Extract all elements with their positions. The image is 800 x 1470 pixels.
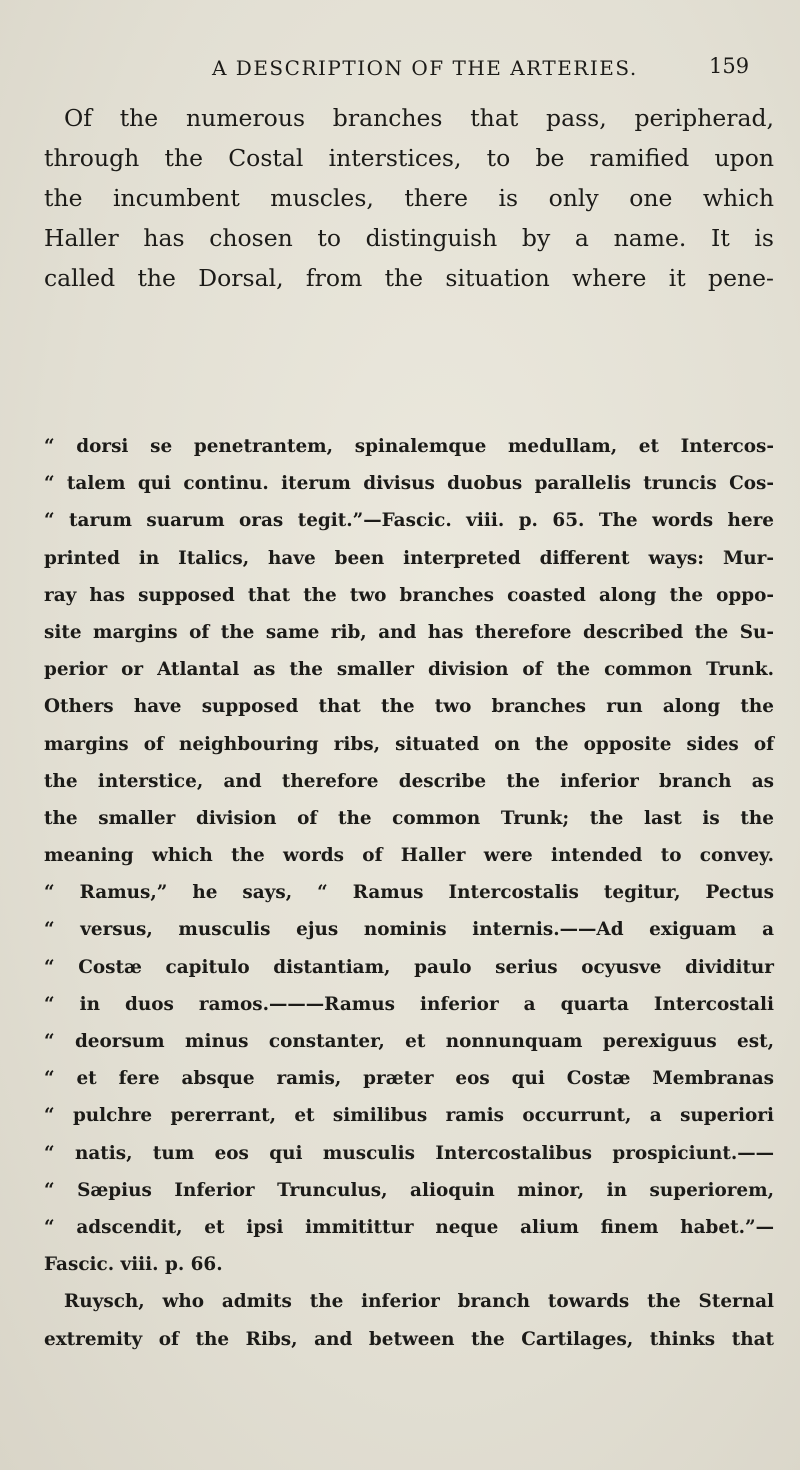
text-line: printed in Italics, have been interpreted different ways: Mur- — [44, 547, 774, 569]
text-line: “ in duos ramos.———Ramus inferior a quarta Intercostali — [44, 993, 774, 1015]
text-line: “ Ramus,” he says, “ Ramus Intercostalis tegitur, Pectus — [44, 882, 774, 904]
text-line: through the Costal interstices, to be ramified upon — [44, 144, 774, 172]
page-number: 159 — [709, 54, 750, 78]
text-line: “ natis, tum eos qui musculis Intercostalibus prospiciunt.—— — [44, 1142, 774, 1164]
text-line: the incumbent muscles, there is only one which — [44, 184, 774, 212]
text-line: called the Dorsal, from the situation where it pene- — [44, 264, 774, 292]
text-line: “ talem qui continu. iterum divisus duobus parallelis truncis Cos- — [44, 473, 774, 495]
text-line: margins of neighbouring ribs, situated on the opposite sides of — [44, 733, 774, 755]
text-line: “ et fere absque ramis, præter eos qui Costæ Membranas — [44, 1068, 774, 1090]
text-line: meaning which the words of Haller were intended to convey. — [44, 845, 774, 867]
text-line: “ tarum suarum oras tegit.”—Fascic. viii. p. 65. The words here — [44, 510, 774, 532]
text-line: “ pulchre pererrant, et similibus ramis occurrunt, a superiori — [44, 1105, 774, 1127]
footnote-block — [44, 428, 774, 1358]
text-line: Others have supposed that the two branches run along the — [44, 696, 774, 718]
page-header — [0, 56, 800, 86]
paragraph-main — [44, 98, 774, 298]
text-line: “ dorsi se penetrantem, spinalemque medullam, et Intercos- — [44, 436, 774, 457]
text-line: the interstice, and therefore describe the inferior branch as — [44, 770, 774, 792]
text-line: Of the numerous branches that pass, peripherad, — [64, 104, 774, 132]
text-line: Ruysch, who admits the inferior branch towards the Sternal — [64, 1291, 774, 1313]
text-line: extremity of the Ribs, and between the Cartilages, thinks that — [44, 1328, 774, 1350]
text-line: “ Sæpius Inferior Trunculus, alioquin minor, in superiorem, — [44, 1179, 774, 1201]
text-line: ray has supposed that the two branches coasted along the oppo- — [44, 584, 774, 606]
text-line: “ deorsum minus constanter, et nonnunquam perexiguus est, — [44, 1031, 774, 1052]
text-line: site margins of the same rib, and has therefore described the Su- — [44, 621, 774, 643]
text-line: Fascic. viii. p. 66. — [44, 1254, 223, 1276]
text-line: the smaller division of the common Trunk; the last is the — [44, 807, 774, 829]
running-title: A DESCRIPTION OF THE ARTERIES. — [212, 56, 638, 80]
text-line: “ versus, musculis ejus nominis internis.——Ad exiguam a — [44, 919, 774, 941]
text-line: “ adscendit, et ipsi immitittur neque alium finem habet.”— — [44, 1216, 774, 1238]
text-line: Haller has chosen to distinguish by a name. It is — [44, 224, 774, 252]
text-line: “ Costæ capitulo distantiam, paulo serius ocyusve dividitur — [44, 956, 774, 978]
text-line: perior or Atlantal as the smaller division of the common Trunk. — [44, 659, 774, 681]
